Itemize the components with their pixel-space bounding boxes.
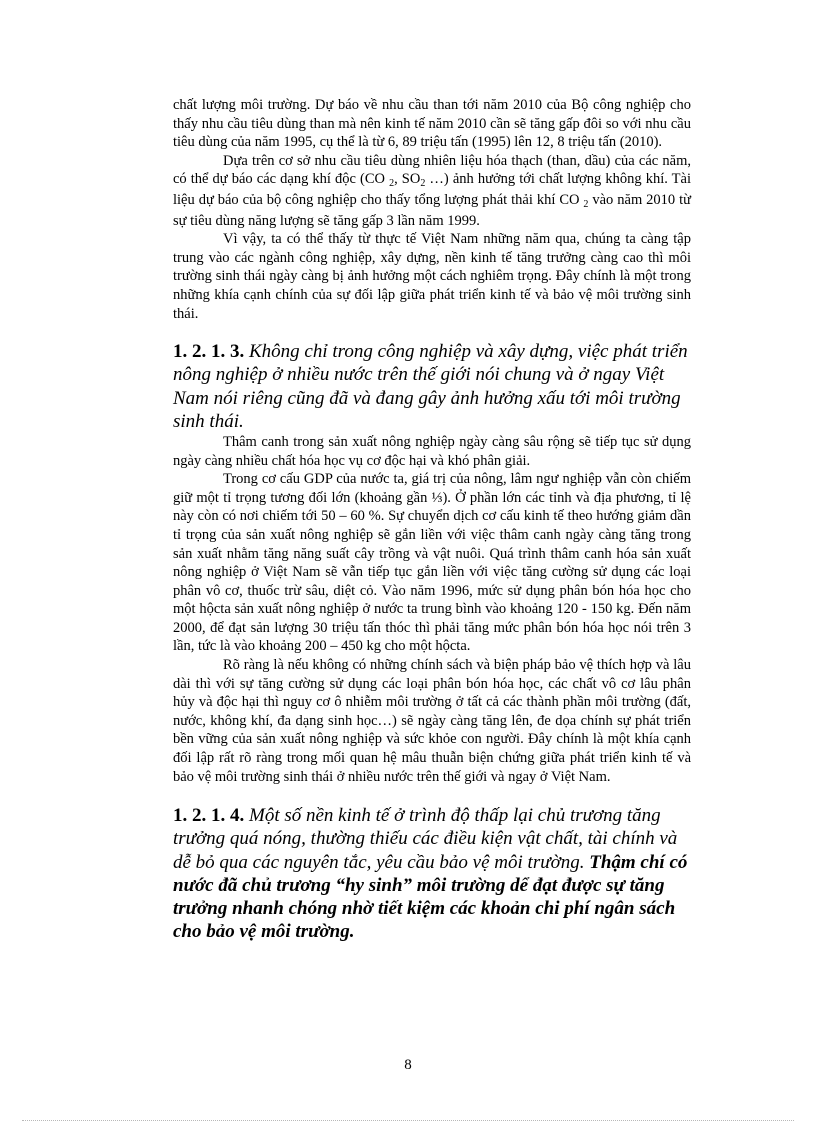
paragraph-emissions-forecast [173, 152, 691, 230]
text-span: , SO [394, 171, 421, 188]
text-span: …) ảnh hưởng tới chất lượng không khí. Tài liệu dự báo của bộ công nghiệp cho thấy tổng lượng phát thải khí CO [173, 171, 691, 208]
section-title: Không chỉ trong công nghiệp và xây dựng, việc phát triển nông nghiệp ở nhiều nước trên thế giới nói chung và ở ngay Việt Nam nói riêng cũng đã và đang gây ảnh hưởng xấu tới môi trường sinh thái. [173, 341, 688, 432]
paragraph-gdp-structure: Trong cơ cấu GDP của nước ta, giá trị của nông, lâm ngư nghiệp vẫn còn chiếm giữ một tỉ trọng tương đối lớn (khoảng gần ⅓). Ở phần lớn các tỉnh và địa phương, tỉ lệ này còn có nơi chiếm tới 50 – 60 %. Sự chuyển dịch cơ cấu kinh tế theo hướng giảm dần tỉ trọng của sản xuất nông nghiệp sẽ gắn liền với việc thâm canh ngày càng tăng trong sản xuất nhằm tăng năng suất cây trồng và vật nuôi. Quá trình thâm canh hóa sản xuất nông nghiệp ở Việt Nam sẽ vẫn tiếp tục gắn liền với việc tăng cường sử dụng các loại phân vô cơ, thuốc trừ sâu, diệt cỏ. Vào năm 1996, mức sử dụng phân bón hóa học cho một hộcta sản xuất nông nghiệp ở nước ta trung bình vào khoảng 120 - 150 kg. Đến năm 2000, để đạt sản lượng 30 triệu tấn thóc thì phải tăng mức phân bón hóa học nói trên 3 lần, tức là vào khoảng 200 – 450 kg cho một hộcta. [173, 471, 691, 655]
section-heading-1-2-1-3 [173, 340, 691, 433]
subscript: 2 [420, 178, 426, 190]
paragraph-vietnam-industry: Vì vậy, ta có thể thấy từ thực tế Việt Nam những năm qua, chúng ta càng tập trung vào các ngành công nghiệp, xây dựng, nền kinh tế tăng trưởng càng cao thì môi trường sinh thái ngày càng bị ảnh hưởng một cách nghiêm trọng. Đây chính là một trong những khía cạnh chính của sự đối lập giữa phát triển kinh tế và bảo vệ môi trường sinh thái. [173, 231, 691, 322]
section-number: 1. 2. 1. 4. [173, 805, 245, 827]
page-bottom-divider [22, 1120, 794, 1121]
subscript: 2 [583, 198, 589, 210]
paragraph-policy-risk: Rõ ràng là nếu không có những chính sách và biện pháp bảo vệ thích hợp và lâu dài thì với sự tăng cường sử dụng các loại phân bón hóa học, các chất vô cơ lâu phân hủy và độc hại thì nguy cơ ô nhiễm môi trường ở tất cả các thành phần môi trường (đất, nước, không khí, đa dạng sinh học…) sẽ ngày càng tăng lên, đe dọa chính sự phát triển bền vững của sản xuất nông nghiệp và sức khỏe con người. Đây chính là một khía cạnh đối lập rất rõ ràng trong mối quan hệ mâu thuẫn biện chứng giữa phát triển kinh tế và bảo vệ môi trường sinh thái ở nhiều nước trên thế giới và ngay ở Việt Nam. [173, 657, 691, 785]
text-span: vào năm 2010 từ sự tiêu dùng năng lượng sẽ tăng gấp 3 lần năm 1999. [173, 191, 692, 229]
document-page [173, 96, 691, 943]
section-number: 1. 2. 1. 3. [173, 341, 245, 363]
page-number: 8 [404, 1057, 412, 1073]
subscript: 2 [389, 178, 395, 190]
section-title-emphasis: Thậm chí có nước đã chủ trương “hy sinh” môi trường dể đạt được sự tăng trưởng nhanh chóng nhờ tiết kiệm các khoản chi phí ngân sách cho bảo vệ môi trường. [173, 851, 688, 943]
paragraph-coal-demand: chất lượng môi trường. Dự báo về nhu cầu than tới năm 2010 của Bộ công nghiệp cho thấy nhu cầu tiêu dùng than mà nên kinh tế năm 2010 cần sẽ tăng gấp đôi so với nhu cầu tiêu dùng của năm 1995, cụ thể là từ 6, 89 triệu tấn (1995) lên 12, 8 triệu tấn (2010). [173, 97, 691, 151]
section-title: Một số nền kinh tế ở trình độ thấp lại chủ trương tăng trưởng quá nóng, thường thiếu các điều kiện vật chất, tài chính và dễ bỏ qua các nguyên tắc, yêu cầu bảo vệ môi trường. [173, 805, 678, 873]
paragraph-intensive-farming: Thâm canh trong sản xuất nông nghiệp ngày càng sâu rộng sẽ tiếp tục sử dụng ngày càng nhiều chất hóa học vụ cơ độc hại và khó phân giải. [173, 433, 691, 469]
text-span: Dựa trên cơ sở nhu cầu tiêu dùng nhiên liệu hóa thạch (than, dầu) của các năm, có thể dự báo các dạng khí độc (CO [173, 152, 691, 188]
section-heading-1-2-1-4 [173, 804, 691, 943]
